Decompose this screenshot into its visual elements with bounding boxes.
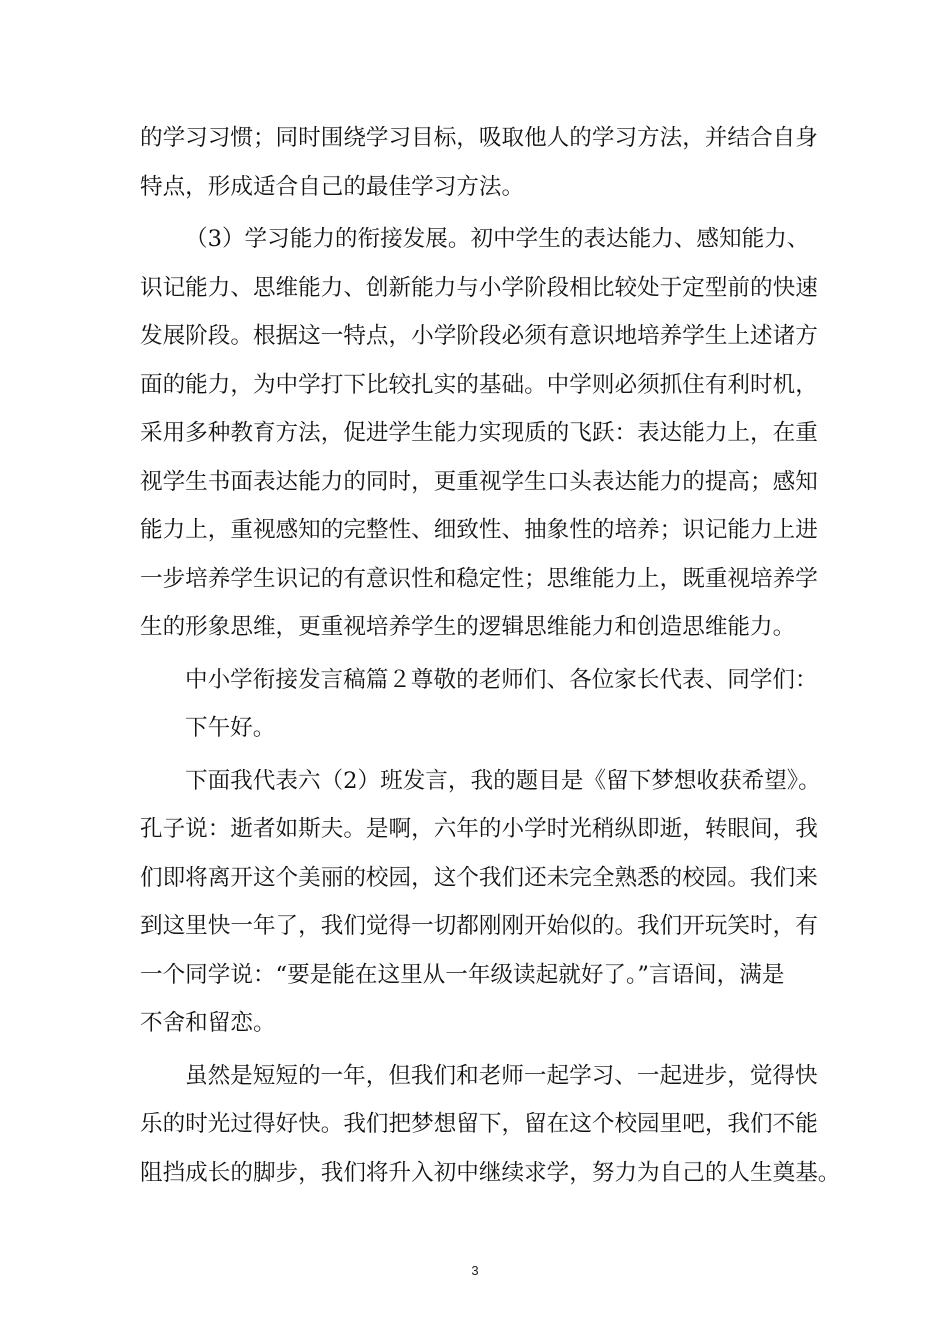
paragraph-start-line: 下面我代表六（2）班发言，我的题目是《留下梦想收获希望》。: [185, 767, 821, 794]
text-line: 采用多种教育方法，促进学生能力实现质的飞跃：表达能力上，在重: [140, 420, 818, 446]
paragraph-start-line: 虽然是短短的一年，但我们和老师一起学习、一起进步，觉得快: [185, 1062, 818, 1089]
text-line: 识记能力、思维能力、创新能力与小学阶段相比较处于定型前的快速: [140, 274, 818, 301]
page-number: 3: [471, 1263, 479, 1278]
paragraph-start-line: 下午好。: [185, 715, 276, 741]
text-line: 一步培养学生识记的有意识性和稳定性；思维能力上，既重视培养学: [140, 565, 818, 592]
text-line: 孔子说：逝者如斯夫。是啊，六年的小学时光稍纵即逝，转眼间，我: [140, 816, 818, 842]
paragraph-start-line: （3）学习能力的衔接发展。初中学生的表达能力、感知能力、: [185, 226, 810, 252]
text-line: 发展阶段。根据这一特点，小学阶段必须有意识地培养学生上述诸方: [140, 323, 818, 349]
text-line: 一个同学说：“要是能在这里从一年级读起就好了。”言语间，满是: [140, 961, 785, 988]
text-line: 乐的时光过得好快。我们把梦想留下，留在这个校园里吧，我们不能: [140, 1111, 818, 1137]
text-line: 面的能力，为中学打下比较扎实的基础。中学则必须抓住有利时机，: [140, 371, 818, 398]
text-line: 的学习习惯；同时围绕学习目标，吸取他人的学习方法，并结合自身: [140, 125, 818, 151]
text-line: 生的形象思维，更重视培养学生的逻辑思维能力和创造思维能力。: [140, 614, 796, 640]
text-line: 阻挡成长的脚步，我们将升入初中继续求学，努力为自己的人生奠基。: [140, 1159, 841, 1186]
text-line: 特点，形成适合自己的最佳学习方法。: [140, 173, 525, 200]
text-line: 视学生书面表达能力的同时，更重视学生口头表达能力的提高；感知: [140, 468, 818, 495]
paragraph-start-line: 中小学衔接发言稿篇２尊敬的老师们、各位家长代表、同学们：: [185, 666, 818, 693]
document-body: [140, 114, 841, 1197]
text-line: 到这里快一年了，我们觉得一切都刚刚开始似的。我们开玩笑时，有: [140, 913, 818, 939]
text-line: 不舍和留恋。: [140, 1010, 276, 1036]
text-line: 能力上，重视感知的完整性、细致性、抽象性的培养；识记能力上进: [140, 517, 818, 543]
text-line: 们即将离开这个美丽的校园，这个我们还未完全熟悉的校园。我们来: [140, 864, 818, 891]
